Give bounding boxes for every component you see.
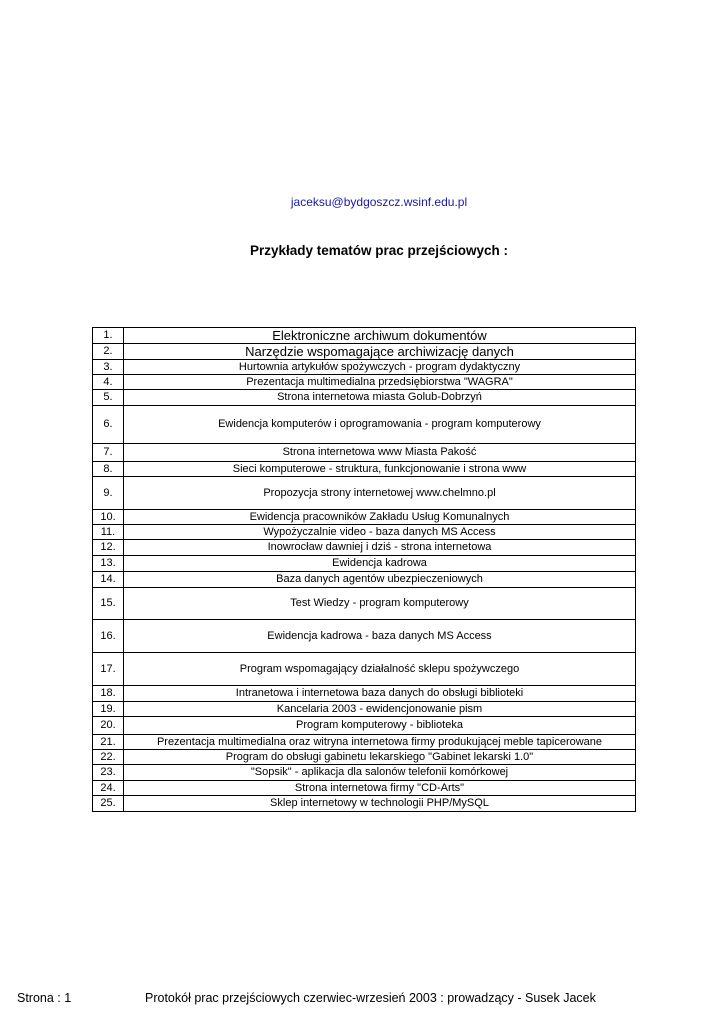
topic-title: Program do obsługi gabinetu lekarskiego "Gabinet lekarski 1.0" xyxy=(124,750,636,765)
topics-table xyxy=(92,327,636,812)
table-row xyxy=(93,750,636,765)
row-number: 17. xyxy=(93,653,124,686)
row-number: 18. xyxy=(93,686,124,702)
page-title: Przykłady tematów prac przejściowych : xyxy=(249,243,509,258)
row-number: 25. xyxy=(93,796,124,812)
topic-title: Sklep internetowy w technologii PHP/MySQL xyxy=(124,796,636,812)
topic-title: Kancelaria 2003 - ewidencjonowanie pism xyxy=(124,702,636,717)
footer-protocol: Protokół prac przejściowych czerwiec-wrzesień 2003 : prowadzący - Susek Jacek xyxy=(145,991,596,1005)
topic-title: Propozycja strony internetowej www.chelmno.pl xyxy=(124,477,636,510)
table-row xyxy=(93,717,636,735)
table-row xyxy=(93,735,636,750)
row-number: 4. xyxy=(93,375,124,390)
table-row xyxy=(93,462,636,477)
table-row xyxy=(93,702,636,717)
row-number: 20. xyxy=(93,717,124,735)
row-number: 22. xyxy=(93,750,124,765)
table-row xyxy=(93,477,636,510)
topic-title: Strona internetowa firmy "CD-Arts" xyxy=(124,781,636,796)
table-row xyxy=(93,572,636,588)
table-row xyxy=(93,765,636,781)
table-row xyxy=(93,510,636,525)
row-number: 7. xyxy=(93,444,124,462)
table-row xyxy=(93,390,636,406)
table-row xyxy=(93,796,636,812)
table-row xyxy=(93,375,636,390)
row-number: 14. xyxy=(93,572,124,588)
topic-title: Wypożyczalnie video - baza danych MS Access xyxy=(124,525,636,540)
table-row xyxy=(93,328,636,344)
row-number: 9. xyxy=(93,477,124,510)
topic-title: Prezentacja multimedialna przedsiębiorstwa "WAGRA" xyxy=(124,375,636,390)
topic-title: Ewidencja komputerów i oprogramowania - program komputerowy xyxy=(124,406,636,444)
row-number: 1. xyxy=(93,328,124,344)
topic-title: Ewidencja kadrowa xyxy=(124,556,636,572)
table-row xyxy=(93,525,636,540)
row-number: 11. xyxy=(93,525,124,540)
row-number: 2. xyxy=(93,344,124,360)
topic-title: "Sopsik" - aplikacja dla salonów telefonii komórkowej xyxy=(124,765,636,781)
topic-title: Baza danych agentów ubezpieczeniowych xyxy=(124,572,636,588)
table-row xyxy=(93,653,636,686)
table-row xyxy=(93,344,636,360)
table-row xyxy=(93,686,636,702)
topic-title: Hurtownia artykułów spożywczych - program dydaktyczny xyxy=(124,360,636,375)
topic-title: Inowrocław dawniej i dziś - strona internetowa xyxy=(124,540,636,556)
row-number: 10. xyxy=(93,510,124,525)
row-number: 23. xyxy=(93,765,124,781)
topic-title: Strona internetowa miasta Golub-Dobrzyń xyxy=(124,390,636,406)
row-number: 6. xyxy=(93,406,124,444)
topic-title: Program wspomagający działalność sklepu spożywczego xyxy=(124,653,636,686)
row-number: 8. xyxy=(93,462,124,477)
topic-title: Elektroniczne archiwum dokumentów xyxy=(124,328,636,344)
row-number: 15. xyxy=(93,588,124,620)
table-row xyxy=(93,540,636,556)
row-number: 19. xyxy=(93,702,124,717)
topic-title: Ewidencja pracowników Zakładu Usług Komunalnych xyxy=(124,510,636,525)
topic-title: Intranetowa i internetowa baza danych do obsługi biblioteki xyxy=(124,686,636,702)
page-number: Strona : 1 xyxy=(17,991,72,1005)
row-number: 3. xyxy=(93,360,124,375)
table-row xyxy=(93,588,636,620)
row-number: 5. xyxy=(93,390,124,406)
topic-title: Prezentacja multimedialna oraz witryna internetowa firmy produkującej meble tapicerowane xyxy=(124,735,636,750)
row-number: 21. xyxy=(93,735,124,750)
topic-title: Test Wiedzy - program komputerowy xyxy=(124,588,636,620)
row-number: 13. xyxy=(93,556,124,572)
contact-email[interactable]: jaceksu@bydgoszcz.wsinf.edu.pl xyxy=(290,195,468,209)
row-number: 12. xyxy=(93,540,124,556)
topic-title: Narzędzie wspomagające archiwizację danych xyxy=(124,344,636,360)
row-number: 16. xyxy=(93,620,124,653)
table-row xyxy=(93,620,636,653)
topic-title: Strona internetowa www Miasta Pakość xyxy=(124,444,636,462)
table-row xyxy=(93,556,636,572)
table-row xyxy=(93,781,636,796)
table-row xyxy=(93,360,636,375)
topic-title: Sieci komputerowe - struktura, funkcjonowanie i strona www xyxy=(124,462,636,477)
row-number: 24. xyxy=(93,781,124,796)
topic-title: Ewidencja kadrowa - baza danych MS Access xyxy=(124,620,636,653)
table-row xyxy=(93,406,636,444)
table-row xyxy=(93,444,636,462)
topic-title: Program komputerowy - biblioteka xyxy=(124,717,636,735)
